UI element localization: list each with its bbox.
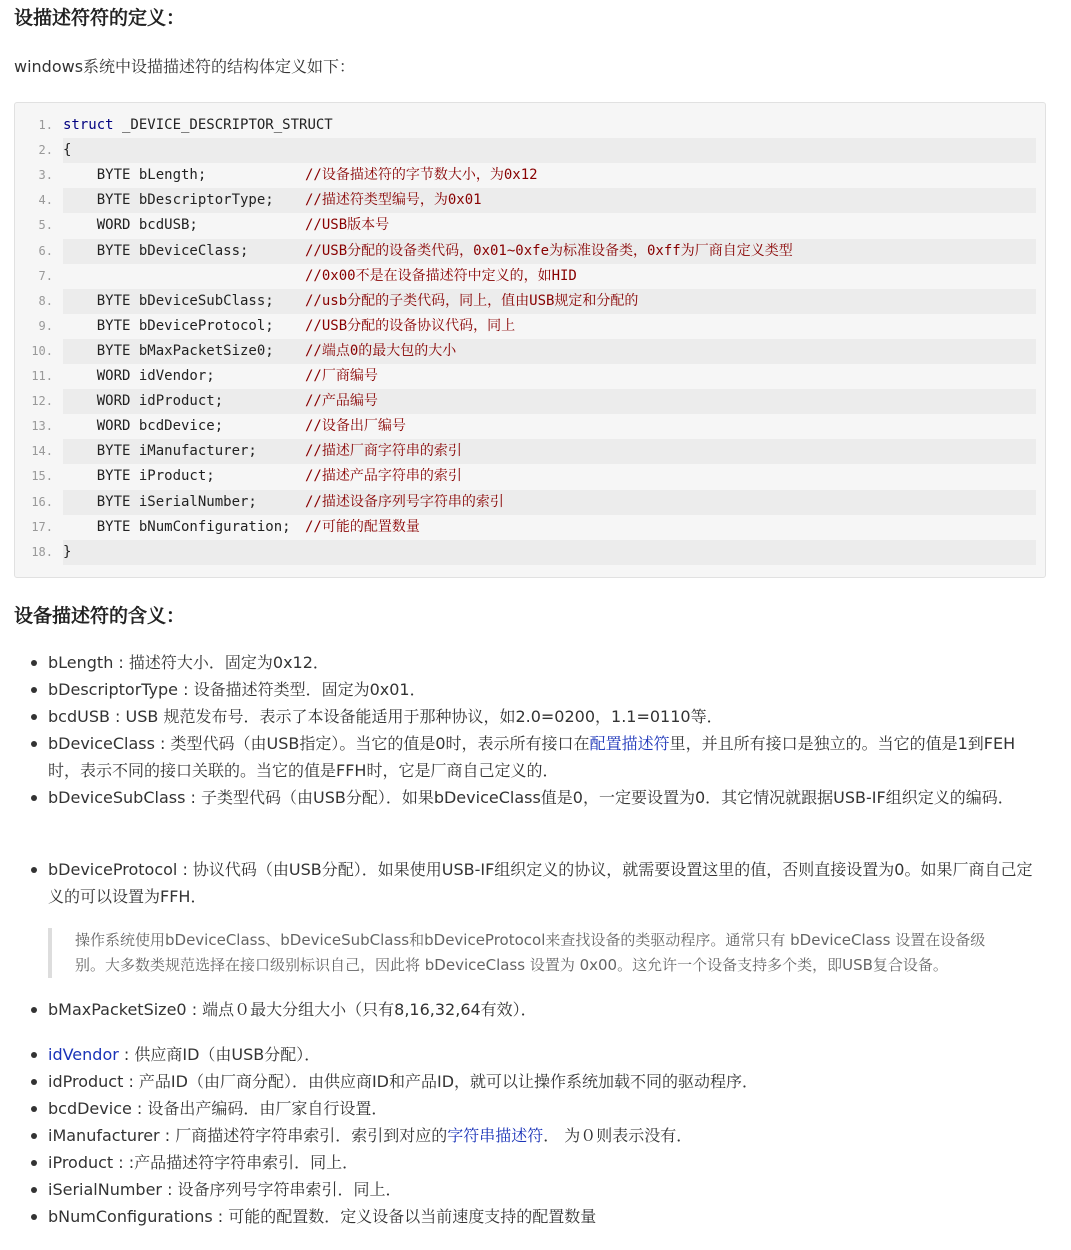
code-comment: //描述厂商字符串的索引	[305, 443, 462, 460]
code-line	[15, 515, 1045, 540]
code-comment: //描述设备序列号字符串的索引	[305, 493, 504, 510]
code-line	[15, 540, 1045, 565]
code-comment: //产品编号	[305, 393, 378, 410]
code-statement: BYTE bLength;	[63, 167, 207, 184]
intro-text: windows系统中设描描述符的结构体定义如下：	[14, 57, 356, 76]
code-statement: BYTE iSerialNumber;	[63, 493, 257, 510]
list-item-text: idProduct : 产品ID（由厂商分配）．由供应商ID和产品ID，就可以让操作系统加载不同的驱动程序．	[48, 1072, 759, 1091]
code-text	[63, 264, 1036, 289]
code-text	[63, 439, 1036, 464]
code-text	[63, 464, 1036, 489]
code-comment: //usb分配的子类代码，同上，值由USB规定和分配的	[305, 292, 639, 309]
code-text	[63, 515, 1036, 540]
inline-link[interactable]: 配置描述符	[589, 734, 670, 753]
list-item	[14, 784, 1044, 811]
code-comment: //USB版本号	[305, 217, 390, 234]
list-item	[14, 1149, 1044, 1176]
section-heading-definition: 设描述符符的定义：	[14, 7, 186, 29]
list-item-text: bDeviceSubClass : 子类型代码（由USB分配）．如果bDeviceClass值是0，一定要设置为0．其它情况就跟据USB-IF组织定义的编码．	[48, 788, 1014, 807]
code-comment: //设备出厂编号	[305, 418, 406, 435]
code-line	[15, 339, 1045, 364]
section-heading-meaning: 设备描述符的含义：	[14, 605, 186, 627]
list-item	[14, 1095, 1044, 1122]
code-statement: BYTE bMaxPacketSize0;	[63, 342, 274, 359]
line-number: 18.	[31, 544, 53, 559]
list-item-text: bDeviceClass : 类型代码（由USB指定）。当它的值是0时，表示所有接口在	[48, 734, 590, 753]
code-line	[15, 138, 1045, 163]
list-item-text: bLength : 描述符大小．固定为0x12．	[48, 653, 329, 672]
line-number: 5.	[38, 218, 53, 233]
code-statement: WORD idProduct;	[63, 393, 224, 410]
list-item-text: bcdUSB : USB 规范发布号．表示了本设备能适用于那种协议，如2.0=0200，1.1=0110等．	[48, 707, 723, 726]
list-item	[14, 996, 1044, 1023]
code-comment: //USB分配的设备协议代码，同上	[305, 317, 516, 334]
code-statement: BYTE bDescriptorType;	[63, 192, 274, 209]
code-line	[15, 239, 1045, 264]
field-list	[14, 996, 1044, 1023]
code-text	[63, 490, 1036, 515]
code-comment: //厂商编号	[305, 368, 378, 384]
code-statement: }	[63, 543, 72, 560]
field-list	[14, 856, 1044, 910]
list-item	[14, 1203, 1044, 1230]
list-item-text: bcdDevice : 设备出产编码．由厂家自行设置．	[48, 1099, 388, 1118]
code-text	[63, 389, 1036, 414]
code-text	[63, 414, 1036, 439]
blockquote-note: 操作系统使用bDeviceClass、bDeviceSubClass和bDeviceProtocol来查找设备的类驱动程序。通常只有 bDeviceClass 设置在设备级别。大多数类规范选择在接口级别标识自己，因此将 bDeviceClass 设置为 0x00。这允许一个设备支持多个类，即USB复合设备。	[48, 928, 1014, 978]
code-text	[63, 163, 1036, 188]
code-text	[63, 188, 1036, 213]
field-list	[14, 1041, 1044, 1230]
code-statement: WORD idVendor;	[63, 368, 215, 384]
code-line	[15, 213, 1045, 238]
list-item-text: bDescriptorType : 设备描述符类型．固定为0x01．	[48, 680, 426, 699]
code-line	[15, 464, 1045, 489]
code-comment: //端点0的最大包的大小	[305, 342, 457, 359]
list-item	[14, 649, 1044, 676]
line-number: 4.	[38, 193, 53, 208]
list-item	[14, 856, 1044, 910]
list-item	[14, 1041, 1044, 1068]
list-item-text: bNumConfigurations : 可能的配置数．定义设备以当前速度支持的配置数量	[48, 1207, 597, 1226]
line-number: 17.	[31, 519, 53, 534]
list-item	[14, 1068, 1044, 1095]
code-statement: BYTE iManufacturer;	[63, 443, 257, 460]
list-item	[14, 676, 1044, 703]
code-line	[15, 289, 1045, 314]
list-item	[14, 1176, 1044, 1203]
code-statement: WORD bcdUSB;	[63, 217, 198, 234]
code-text	[63, 314, 1036, 339]
code-text	[63, 138, 1036, 163]
code-text	[63, 339, 1036, 364]
line-number: 10.	[31, 343, 53, 358]
list-item-text: bDeviceProtocol : 协议代码（由USB分配）．如果使用USB-IF组织定义的协议，就需要设置这里的值，否则直接设置为0。如果厂商自己定义的可以设置为FFH．	[48, 860, 1033, 906]
code-text	[63, 113, 1036, 138]
line-number: 15.	[31, 469, 53, 484]
line-number: 14.	[31, 444, 53, 459]
list-item	[14, 1122, 1044, 1149]
code-statement: _DEVICE_DESCRIPTOR_STRUCT	[113, 117, 333, 133]
list-item-text: iSerialNumber : 设备序列号字符串索引．同上．	[48, 1180, 402, 1199]
code-statement: BYTE bDeviceSubClass;	[63, 292, 274, 309]
line-number: 1.	[38, 118, 53, 132]
code-line	[15, 389, 1045, 414]
list-item-text: ． 为０则表示没有．	[543, 1126, 693, 1145]
code-comment: //设备描述符的字节数大小，为0x12	[305, 167, 538, 184]
code-statement: {	[63, 142, 72, 159]
code-text	[63, 289, 1036, 314]
code-line	[15, 490, 1045, 515]
code-line	[15, 314, 1045, 339]
list-item-text: 里，并且所有接口是独立的。当它的值是1到FEH时，表示不同的接口关联的。当它的值是FFH时，它是厂商自己定义的．	[48, 734, 1016, 780]
inline-link[interactable]: idVendor	[48, 1045, 119, 1064]
code-comment: //可能的配置数量	[305, 518, 420, 535]
line-number: 11.	[31, 369, 53, 383]
code-line	[15, 364, 1045, 389]
line-number: 12.	[31, 394, 53, 409]
code-statement: BYTE bNumConfiguration;	[63, 518, 291, 535]
list-item	[14, 703, 1044, 730]
code-comment: //描述符类型编号，为0x01	[305, 192, 482, 209]
code-text	[63, 213, 1036, 238]
list-item-text: : 供应商ID（由USB分配）．	[118, 1045, 321, 1064]
list-item-text: bMaxPacketSize0 : 端点０最大分组大小（只有8,16,32,64有效）．	[48, 1000, 537, 1019]
line-number: 16.	[31, 494, 53, 509]
code-block	[14, 102, 1046, 578]
code-text	[63, 239, 1036, 264]
line-number: 13.	[31, 419, 53, 434]
code-line	[15, 414, 1045, 439]
code-line	[15, 439, 1045, 464]
code-line	[15, 188, 1045, 213]
code-comment: //描述产品字符串的索引	[305, 468, 462, 485]
code-comment: //0x00不是在设备描述符中定义的，如HID	[305, 267, 577, 284]
list-item	[14, 730, 1044, 784]
line-number: 7.	[38, 268, 53, 283]
code-statement: BYTE bDeviceClass;	[63, 242, 249, 259]
line-number: 6.	[38, 243, 53, 258]
list-item-text: iProduct : :产品描述符字符串索引．同上．	[48, 1153, 359, 1172]
code-statement: WORD bcdDevice;	[63, 418, 224, 435]
code-text	[63, 364, 1036, 389]
line-number: 8.	[38, 293, 53, 308]
code-line	[15, 163, 1045, 188]
code-line	[15, 264, 1045, 289]
field-list	[14, 649, 1044, 811]
inline-link[interactable]: 字符串描述符	[447, 1126, 544, 1145]
line-number: 3.	[38, 168, 53, 183]
line-number: 9.	[38, 318, 53, 333]
code-line	[15, 113, 1045, 138]
code-statement: BYTE iProduct;	[63, 468, 215, 485]
line-number: 2.	[38, 143, 53, 158]
list-item-text: iManufacturer : 厂商描述符字符串索引．索引到对应的	[48, 1126, 448, 1145]
code-keyword: struct	[63, 117, 114, 133]
code-comment: //USB分配的设备类代码，0x01~0xfe为标准设备类，0xff为厂商自定义类型	[305, 242, 793, 259]
code-statement: BYTE bDeviceProtocol;	[63, 317, 274, 334]
code-text	[63, 540, 1036, 565]
